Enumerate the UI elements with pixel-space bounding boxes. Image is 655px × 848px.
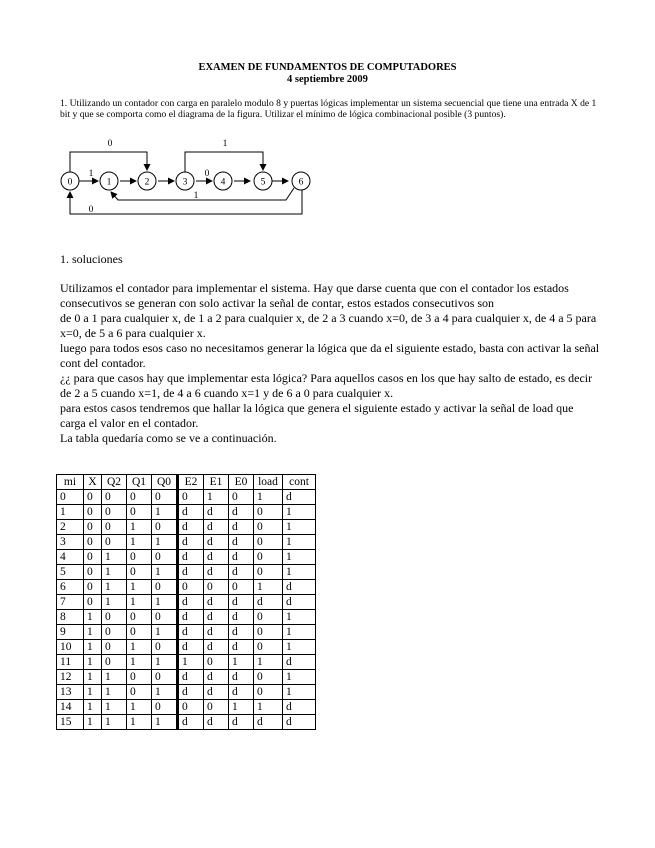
table-cell-e0: 1 (229, 655, 254, 670)
table-cell-q0: 1 (152, 715, 178, 730)
exam-date: 4 septiembre 2009 (287, 74, 368, 85)
table-cell-load: 1 (254, 700, 283, 715)
table-cell-q1: 0 (127, 490, 152, 505)
table-cell-x: 1 (84, 715, 102, 730)
table-cell-q0: 0 (152, 580, 178, 595)
table-cell-e1: d (204, 715, 229, 730)
state-label-3: 3 (182, 177, 188, 188)
table-cell-e1: 0 (204, 655, 229, 670)
table-cell-load: d (254, 715, 283, 730)
table-row (57, 565, 316, 580)
table-cell-e2: 0 (178, 580, 204, 595)
solution-paragraph: La tabla quedaría como se ve a continuación. (60, 431, 277, 445)
solution-paragraph: de 0 a 1 para cualquier x, de 1 a 2 para cualquier x, de 2 a 3 cuando x=0, de 3 a 4 para cualquier x, de 4 a 5 para x=0, de 5 a 6 para cualquier x. (60, 311, 597, 340)
table-cell-e2: d (178, 640, 204, 655)
table-cell-q0: 0 (152, 610, 178, 625)
solution-paragraph: luego para todos esos caso no necesitamos generar la lógica que da el siguiente estado, basta con activar la señal cont del contador. (60, 341, 600, 370)
table-cell-e1: d (204, 550, 229, 565)
table-cell-cont: d (283, 595, 316, 610)
table-cell-x: 0 (84, 535, 102, 550)
solution-body (60, 281, 600, 446)
col-header-e2: E2 (178, 475, 204, 490)
table-cell-e1: d (204, 535, 229, 550)
table-cell-q0: 0 (152, 670, 178, 685)
table-cell-load: 0 (254, 505, 283, 520)
table-cell-mi: 0 (57, 490, 84, 505)
table-cell-q2: 1 (102, 700, 127, 715)
table-cell-q0: 1 (152, 565, 178, 580)
table-cell-cont: d (283, 490, 316, 505)
table-cell-q1: 0 (127, 550, 152, 565)
table-cell-q1: 1 (127, 640, 152, 655)
table-cell-q1: 0 (127, 565, 152, 580)
table-cell-cont: 1 (283, 610, 316, 625)
table-cell-load: d (254, 595, 283, 610)
table-row (57, 520, 316, 535)
table-cell-load: 1 (254, 655, 283, 670)
question-text: 1. Utilizando un contador con carga en paralelo modulo 8 y puertas lógicas implementar un sistema secuencial que tiene una entrada X de 1 bit y que se comporta como el diagrama de la figura. Utilizar el mínimo de lógica combinacional posible (3 puntos). (60, 98, 597, 121)
table-cell-q0: 1 (152, 505, 178, 520)
exam-title: EXAMEN DE FUNDAMENTOS DE COMPUTADORES (198, 62, 457, 73)
table-row (57, 655, 316, 670)
table-cell-q2: 1 (102, 670, 127, 685)
table-cell-e0: d (229, 685, 254, 700)
table-cell-e1: d (204, 670, 229, 685)
table-cell-load: 0 (254, 640, 283, 655)
table-row (57, 670, 316, 685)
table-cell-e2: d (178, 595, 204, 610)
edge-label-3-4: 0 (204, 169, 210, 179)
table-cell-q1: 0 (127, 685, 152, 700)
table-cell-q2: 1 (102, 550, 127, 565)
table-cell-e1: d (204, 640, 229, 655)
col-header-q0: Q0 (152, 475, 178, 490)
table-cell-e1: d (204, 685, 229, 700)
table-cell-e0: d (229, 535, 254, 550)
truth-table (56, 474, 316, 730)
table-cell-e0: d (229, 610, 254, 625)
table-row (57, 715, 316, 730)
table-cell-q0: 0 (152, 490, 178, 505)
col-header-mi: mi (57, 475, 84, 490)
table-cell-q1: 1 (127, 580, 152, 595)
table-cell-q1: 0 (127, 610, 152, 625)
table-cell-cont: d (283, 700, 316, 715)
table-cell-x: 0 (84, 595, 102, 610)
table-cell-x: 1 (84, 640, 102, 655)
table-cell-q1: 0 (127, 670, 152, 685)
table-cell-e2: 0 (178, 700, 204, 715)
state-label-1: 1 (106, 177, 112, 188)
table-cell-load: 0 (254, 520, 283, 535)
table-cell-q2: 0 (102, 490, 127, 505)
table-cell-cont: 1 (283, 670, 316, 685)
table-row (57, 610, 316, 625)
table-cell-e1: d (204, 625, 229, 640)
table-cell-e2: d (178, 715, 204, 730)
table-cell-x: 0 (84, 580, 102, 595)
table-cell-q2: 0 (102, 640, 127, 655)
table-row (57, 700, 316, 715)
table-cell-q2: 0 (102, 535, 127, 550)
table-cell-q2: 1 (102, 595, 127, 610)
table-cell-e0: 0 (229, 580, 254, 595)
table-cell-e2: d (178, 610, 204, 625)
col-header-x: X (84, 475, 102, 490)
table-cell-q0: 0 (152, 640, 178, 655)
table-cell-cont: d (283, 580, 316, 595)
table-cell-x: 1 (84, 670, 102, 685)
table-row (57, 580, 316, 595)
col-header-e1: E1 (204, 475, 229, 490)
table-cell-mi: 4 (57, 550, 84, 565)
table-cell-e0: 1 (229, 700, 254, 715)
table-cell-e0: 0 (229, 490, 254, 505)
table-cell-load: 0 (254, 670, 283, 685)
table-cell-mi: 12 (57, 670, 84, 685)
table-cell-e2: d (178, 505, 204, 520)
table-cell-cont: 1 (283, 640, 316, 655)
table-row (57, 505, 316, 520)
table-cell-q1: 0 (127, 625, 152, 640)
table-cell-e2: d (178, 625, 204, 640)
state-label-4: 4 (220, 177, 226, 188)
table-cell-q1: 1 (127, 535, 152, 550)
table-cell-q1: 1 (127, 655, 152, 670)
table-cell-q2: 1 (102, 580, 127, 595)
table-cell-q1: 1 (127, 715, 152, 730)
table-cell-mi: 1 (57, 505, 84, 520)
table-cell-mi: 14 (57, 700, 84, 715)
table-cell-cont: 1 (283, 520, 316, 535)
table-cell-e2: d (178, 670, 204, 685)
table-cell-cont: d (283, 655, 316, 670)
table-cell-x: 0 (84, 520, 102, 535)
table-cell-cont: 1 (283, 565, 316, 580)
table-cell-q0: 1 (152, 685, 178, 700)
col-header-cont: cont (283, 475, 316, 490)
table-cell-e0: d (229, 670, 254, 685)
table-cell-x: 1 (84, 625, 102, 640)
table-cell-load: 0 (254, 550, 283, 565)
table-cell-load: 1 (254, 580, 283, 595)
table-row (57, 535, 316, 550)
table-cell-x: 0 (84, 565, 102, 580)
table-cell-mi: 2 (57, 520, 84, 535)
table-cell-cont: 1 (283, 625, 316, 640)
table-cell-x: 1 (84, 655, 102, 670)
table-cell-mi: 3 (57, 535, 84, 550)
table-cell-x: 0 (84, 550, 102, 565)
table-cell-q1: 1 (127, 595, 152, 610)
table-cell-q2: 0 (102, 625, 127, 640)
table-cell-q0: 1 (152, 595, 178, 610)
table-cell-e0: d (229, 520, 254, 535)
table-cell-mi: 9 (57, 625, 84, 640)
table-row (57, 550, 316, 565)
solution-paragraph: para estos casos tendremos que hallar la lógica que genera el siguiente estado y activar la señal de load que carga el valor en el contador. (60, 401, 574, 430)
table-cell-cont: 1 (283, 505, 316, 520)
edge-label-top-3-5: 1 (222, 139, 228, 149)
table-cell-e2: d (178, 565, 204, 580)
table-body (57, 490, 316, 730)
table-cell-e1: d (204, 505, 229, 520)
table-cell-e1: d (204, 520, 229, 535)
col-header-q2: Q2 (102, 475, 127, 490)
table-cell-x: 0 (84, 490, 102, 505)
table-cell-x: 1 (84, 610, 102, 625)
table-cell-e0: d (229, 505, 254, 520)
table-cell-x: 0 (84, 505, 102, 520)
table-header-row (57, 475, 316, 490)
state-label-6: 6 (298, 177, 304, 188)
edge-label-bottom-6-0: 0 (88, 205, 94, 215)
table-cell-x: 1 (84, 685, 102, 700)
table-row (57, 625, 316, 640)
solution-paragraph: ¿¿ para que casos hay que implementar esta lógica? Para aquellos casos en los que hay salto de estado, es decir (60, 371, 593, 385)
table-cell-q2: 1 (102, 715, 127, 730)
state-label-2: 2 (144, 177, 150, 188)
table-cell-q1: 1 (127, 520, 152, 535)
table-cell-q2: 0 (102, 655, 127, 670)
solution-paragraph: de 2 a 5 cuando x=1, de 4 a 6 cuando x=1 y de 6 a 0 para cualquier x. (60, 386, 394, 400)
table-cell-cont: 1 (283, 685, 316, 700)
table-cell-q0: 1 (152, 655, 178, 670)
table-cell-cont: 1 (283, 535, 316, 550)
solutions-heading: 1. soluciones (60, 252, 123, 266)
table-row (57, 640, 316, 655)
table-cell-e0: d (229, 550, 254, 565)
table-cell-e0: d (229, 715, 254, 730)
table-cell-e0: d (229, 625, 254, 640)
edge-label-top-0-2: 0 (107, 139, 113, 149)
table-cell-e0: d (229, 565, 254, 580)
table-cell-e1: d (204, 595, 229, 610)
table-cell-q0: 0 (152, 520, 178, 535)
table-cell-e0: d (229, 640, 254, 655)
table-cell-e1: 1 (204, 490, 229, 505)
table-cell-e2: d (178, 685, 204, 700)
table-cell-q2: 1 (102, 685, 127, 700)
table-cell-q2: 1 (102, 565, 127, 580)
table-cell-e2: d (178, 520, 204, 535)
table-cell-mi: 6 (57, 580, 84, 595)
solution-paragraph: Utilizamos el contador para implementar el sistema. Hay que darse cuenta que con el contador los estados consecutivos se generan con solo activar la señal de contar, estos estados consecutivos son (60, 281, 569, 310)
col-header-e0: E0 (229, 475, 254, 490)
table-cell-e0: d (229, 595, 254, 610)
table-cell-q1: 1 (127, 700, 152, 715)
table-cell-mi: 10 (57, 640, 84, 655)
table-cell-load: 0 (254, 625, 283, 640)
table-cell-mi: 7 (57, 595, 84, 610)
col-header-q1: Q1 (127, 475, 152, 490)
table-cell-q0: 0 (152, 550, 178, 565)
table-cell-e1: 0 (204, 580, 229, 595)
table-cell-q0: 1 (152, 535, 178, 550)
table-cell-q2: 0 (102, 610, 127, 625)
table-row (57, 490, 316, 505)
table-cell-e2: d (178, 550, 204, 565)
state-label-5: 5 (260, 177, 266, 188)
table-cell-q0: 0 (152, 700, 178, 715)
table-row (57, 595, 316, 610)
table-cell-e2: 1 (178, 655, 204, 670)
table-cell-load: 0 (254, 685, 283, 700)
table-cell-mi: 11 (57, 655, 84, 670)
table-cell-e1: 0 (204, 700, 229, 715)
table-cell-load: 0 (254, 610, 283, 625)
edge-label-bottom-6-1: 1 (193, 191, 199, 201)
table-cell-load: 1 (254, 490, 283, 505)
table-cell-e1: d (204, 565, 229, 580)
table-cell-q0: 1 (152, 625, 178, 640)
state-diagram (54, 134, 324, 220)
state-label-0: 0 (67, 177, 73, 188)
table-cell-mi: 5 (57, 565, 84, 580)
table-cell-e2: 0 (178, 490, 204, 505)
table-cell-x: 1 (84, 700, 102, 715)
table-cell-q2: 0 (102, 520, 127, 535)
table-cell-cont: d (283, 715, 316, 730)
table-cell-e2: d (178, 535, 204, 550)
table-cell-mi: 13 (57, 685, 84, 700)
table-cell-mi: 8 (57, 610, 84, 625)
table-row (57, 685, 316, 700)
col-header-load: load (254, 475, 283, 490)
table-cell-q1: 0 (127, 505, 152, 520)
table-cell-cont: 1 (283, 550, 316, 565)
table-cell-mi: 15 (57, 715, 84, 730)
table-cell-load: 0 (254, 535, 283, 550)
edge-label-0-1: 1 (88, 169, 94, 179)
table-cell-load: 0 (254, 565, 283, 580)
table-cell-e1: d (204, 610, 229, 625)
table-cell-q2: 0 (102, 505, 127, 520)
